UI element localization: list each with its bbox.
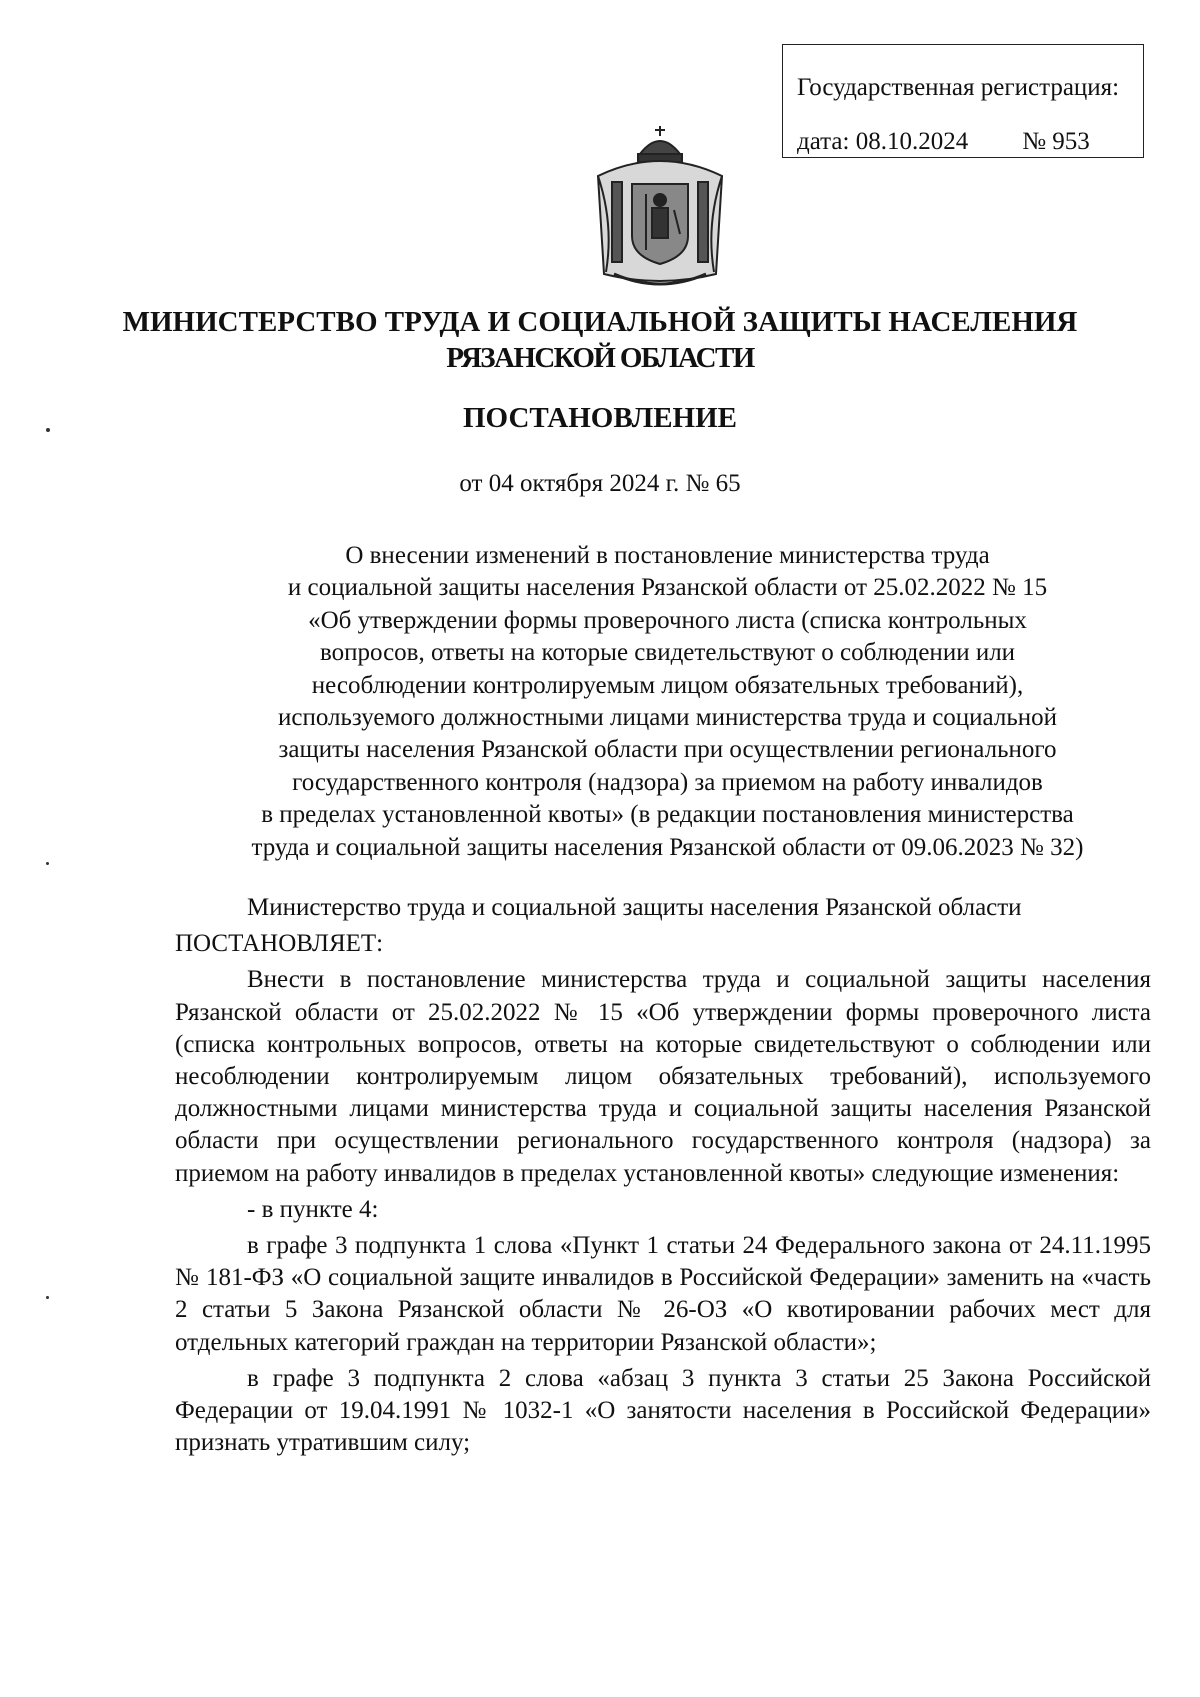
ministry-name-line1: МИНИСТЕРСТВО ТРУДА И СОЦИАЛЬНОЙ ЗАЩИТЫ НАСЕЛЕНИЯ xyxy=(122,306,1078,338)
subject-line: и социальной защиты населения Рязанской области от 25.02.2022 № 15 xyxy=(287,574,1048,602)
body-paragraph: Внести в постановление министерства труда и социальной защиты населения Рязанской области от 25.02.2022 № 15 «Об утверждении формы проверочного листа (списка контрольных вопросов, ответы на которые свидетельствуют о соблюдении или несоблюдении контролируемым лицом обязательных требований), используемого должностными лицами министерства труда и социальной защиты населения Рязанской области при осуществлении регионального государственного контроля (надзора) за приемом на работу инвалидов в пределах установленной квоты» следующие изменения: xyxy=(175,966,1151,1187)
registration-title: Государственная регистрация: xyxy=(797,74,1120,101)
scan-mark xyxy=(46,428,50,432)
ministry-name xyxy=(0,304,1200,376)
subject-line: «Об утверждении формы проверочного листа (списка контрольных xyxy=(308,606,1027,634)
ryazan-coat-of-arms-icon xyxy=(584,124,736,292)
body-resolves: ПОСТАНОВЛЯЕТ: xyxy=(175,930,384,958)
registration-number: № 953 xyxy=(1022,128,1090,155)
subject-line: защиты населения Рязанской области при осуществлении регионального xyxy=(278,736,1057,764)
document-date-number: от 04 октября 2024 г. № 65 xyxy=(459,470,741,497)
document-type: ПОСТАНОВЛЕНИЕ xyxy=(462,402,737,434)
subject-line: в пределах установленной квоты» (в редакции постановления министерства xyxy=(261,801,1074,829)
subject-line: труда и социальной защиты населения Рязанской области от 09.06.2023 № 32) xyxy=(251,833,1084,861)
document-subject xyxy=(175,540,1160,864)
subject-line: несоблюдении контролируемым лицом обязательных требований), xyxy=(311,671,1024,699)
registration-details xyxy=(797,115,1143,169)
scan-mark xyxy=(46,862,49,865)
body-paragraph: в графе 3 подпункта 1 слова «Пункт 1 статьи 24 Федерального закона от 24.11.1995 № 181-ФЗ «О социальной защите инвалидов в Российской Федерации» заменить на «часть 2 статьи 5 Закона Рязанской области № 26-ОЗ «О квотировании рабочих мест для отдельных категорий граждан на территории Рязанской области»; xyxy=(175,1232,1151,1356)
body-paragraph: - в пункте 4: xyxy=(247,1195,379,1223)
registration-stamp xyxy=(782,44,1144,158)
scan-mark xyxy=(46,1296,49,1299)
body-paragraph-intro: Министерство труда и социальной защиты населения Рязанской области xyxy=(247,894,1022,921)
subject-line: государственного контроля (надзора) за приемом на работу инвалидов xyxy=(292,768,1043,796)
body-paragraph: в графе 3 подпункта 2 слова «абзац 3 пункта 3 статьи 25 Закона Российской Федерации от 19.04.1991 № 1032-1 «О занятости населения в Российской Федерации» признать утратившим силу; xyxy=(175,1364,1151,1457)
subject-line: используемого должностными лицами министерства труда и социальной xyxy=(277,704,1058,732)
registration-date: дата: 08.10.2024 xyxy=(797,128,969,155)
ministry-name-line2: РЯЗАНСКОЙ ОБЛАСТИ xyxy=(446,342,754,374)
subject-line: О внесении изменений в постановление министерства труда xyxy=(345,542,990,569)
subject-line: вопросов, ответы на которые свидетельствуют о соблюдении или xyxy=(319,639,1016,667)
document-body xyxy=(175,892,1151,1463)
